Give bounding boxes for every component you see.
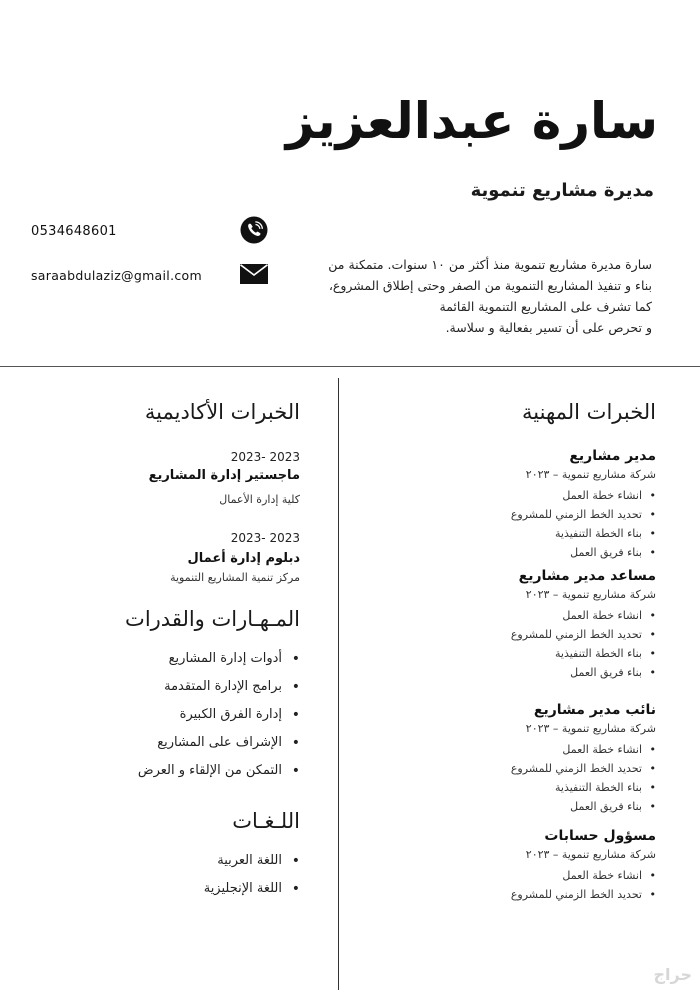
task-item: • تحديد الخط الزمني للمشروع [376,505,656,524]
task-item: • انشاء خطة العمل [376,606,656,625]
skill-item: • برامج الإدارة المتقدمة [20,673,300,701]
summary-line: كما تشرف على المشاريع التنموية القائمة [439,299,652,314]
academic-section [20,396,300,903]
task-item: • انشاء خطة العمل [376,866,656,885]
summary-line: و تحرص على أن تسير بفعالية و سلاسة. [445,320,652,335]
job-title: نائب مدير مشاريع [533,702,656,718]
languages-list [20,847,300,903]
education-years: 2023 -2023 [230,450,300,464]
job-entry [376,826,656,904]
phone-number: 0534648601 [31,224,117,239]
task-item: • تحديد الخط الزمني للمشروع [376,885,656,904]
job-title: مسؤول حسابات [544,828,656,844]
education-degree: ماجستير إدارة المشاريع [148,468,300,483]
task-item: • بناء الخطة التنفيذية [376,778,656,797]
person-name: سارة عبدالعزيز [285,92,658,150]
job-entry [376,446,656,562]
education-institution: كلية إدارة الأعمال [219,493,300,506]
skill-item: • إدارة الفرق الكبيرة [20,701,300,729]
language-item: • اللغة الإنجليزية [20,875,300,903]
experience-section [376,396,656,904]
education-institution: مركز تنمية المشاريع التنموية [170,571,300,584]
education-degree: دبلوم إدارة أعمال [187,551,300,566]
envelope-icon [240,264,268,284]
task-list [376,866,656,904]
education-entry [20,529,300,587]
education-entry [20,448,300,509]
task-item: • تحديد الخط الزمني للمشروع [376,759,656,778]
task-list [376,606,656,682]
task-list [376,486,656,562]
education-years: 2023 -2023 [230,531,300,545]
job-title: مدير مشاريع [569,448,656,464]
skill-item: • الإشراف على المشاريع [20,729,300,757]
experience-heading: الخبرات المهنية [522,400,656,424]
task-item: • بناء فريق العمل [376,543,656,562]
profile-summary [322,254,652,338]
task-item: • انشاء خطة العمل [376,740,656,759]
job-entry [376,566,656,682]
skill-item: • التمكن من الإلقاء و العرض [20,757,300,785]
task-item: • تحديد الخط الزمني للمشروع [376,625,656,644]
summary-line: سارة مديرة مشاريع تنموية منذ أكثر من ١٠ سنوات. متمكنة من [328,257,652,272]
task-item: • بناء الخطة التنفيذية [376,644,656,663]
skills-heading: المـهـارات والقدرات [125,607,300,631]
task-item: • بناء الخطة التنفيذية [376,524,656,543]
job-company: شركة مشاريع تنموية – ٢٠٢٣ [525,588,656,601]
header-divider [0,366,700,367]
job-title: مساعد مدير مشاريع [518,568,656,584]
languages-heading: اللـغـات [232,809,300,833]
column-divider [338,378,339,990]
job-company: شركة مشاريع تنموية – ٢٠٢٣ [525,722,656,735]
job-entry [376,700,656,816]
phone-icon [240,216,268,244]
task-item: • انشاء خطة العمل [376,486,656,505]
job-title-headline: مديرة مشاريع تنموية [470,180,654,201]
summary-line: بناء و تنفيذ المشاريع التنموية من الصفر وحتى إطلاق المشروع، [328,278,652,293]
skills-list [20,645,300,785]
task-list [376,740,656,816]
email-address: saraabdulaziz@gmail.com [31,268,202,283]
job-company: شركة مشاريع تنموية – ٢٠٢٣ [525,848,656,861]
job-company: شركة مشاريع تنموية – ٢٠٢٣ [525,468,656,481]
skill-item: • أدوات إدارة المشاريع [20,645,300,673]
education-heading: الخبرات الأكاديمية [144,400,300,424]
site-watermark: حراج [653,965,692,984]
task-item: • بناء فريق العمل [376,797,656,816]
language-item: • اللغة العربية [20,847,300,875]
task-item: • بناء فريق العمل [376,663,656,682]
